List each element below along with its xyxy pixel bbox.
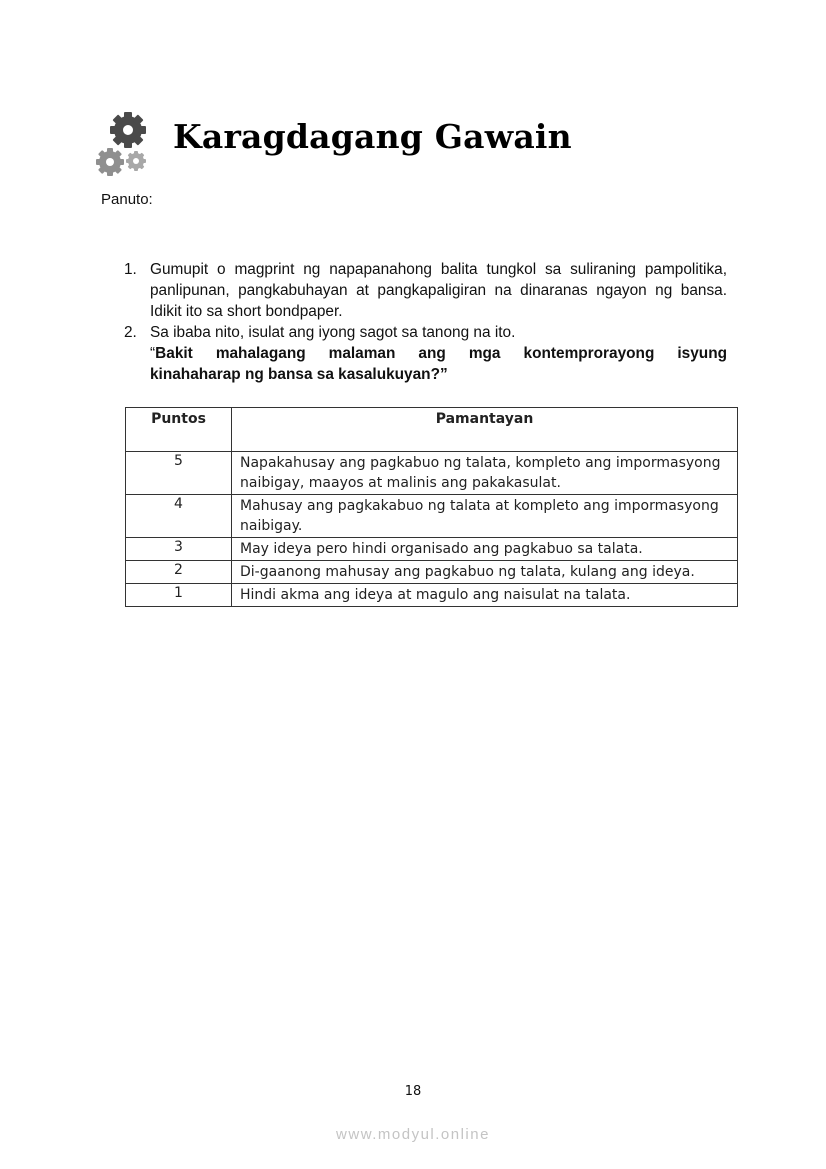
page-number: 18 [404,1084,422,1099]
table-row [126,584,738,607]
table-row [126,452,738,495]
rubric-criteria: May ideya pero hindi organisado ang pagkabuo sa talata. [232,538,738,561]
rubric-points: 4 [126,495,232,538]
rubric-criteria: Napakahusay ang pagkabuo ng talata, kompleto ang impormasyong naibigay, maayos at malinis ang pakakasulat. [232,452,738,495]
small-gear-left [96,148,124,176]
question-text: Bakit mahalagang malaman ang mga kontemprorayong isyung [155,345,727,362]
page-title: Karagdagang Gawain [173,117,572,156]
rubric-points: 3 [126,538,232,561]
question-open-quote: “ [150,345,156,362]
rubric-table [125,407,738,607]
task-number: 2. [124,324,137,341]
instructions-label: Panuto: [101,191,153,208]
task-item-1 [124,259,727,322]
task-list [124,259,727,385]
task-text: Sa ibaba nito, isulat ang iyong sagot sa tanong na ito. [150,324,516,341]
rubric-criteria: Hindi akma ang ideya at magulo ang naisulat na talata. [232,584,738,607]
rubric-criteria: Di-gaanong mahusay ang pagkabuo ng talata, kulang ang ideya. [232,561,738,584]
table-row [126,495,738,538]
rubric-header-criteria: Pamantayan [232,408,738,452]
rubric-header-row [126,408,738,452]
rubric-header-points: Puntos [126,408,232,452]
task-item-2 [124,322,727,385]
rubric-points: 2 [126,561,232,584]
task-text-block [150,322,727,385]
task-text: Gumupit o magprint ng napapanahong balita tungkol sa suliraning pampolitika, panlipunan, pangkabuhayan at pangkapaligiran na dinaranas ngayon ng bansa. Idikit ito sa short bondpaper. [150,261,727,320]
small-gear-right [126,151,146,171]
large-gear [110,112,146,148]
question-line-2: kinahaharap ng bansa sa kasalukuyan?” [150,366,448,383]
rubric-points: 5 [126,452,232,495]
question-line-1 [150,343,727,364]
gears-icon [94,110,156,182]
task-number: 1. [124,261,137,278]
table-row [126,538,738,561]
rubric-points: 1 [126,584,232,607]
table-row [126,561,738,584]
rubric-criteria: Mahusay ang pagkakabuo ng talata at kompleto ang impormasyong naibigay. [232,495,738,538]
watermark: www.modyul.online [336,1126,490,1143]
